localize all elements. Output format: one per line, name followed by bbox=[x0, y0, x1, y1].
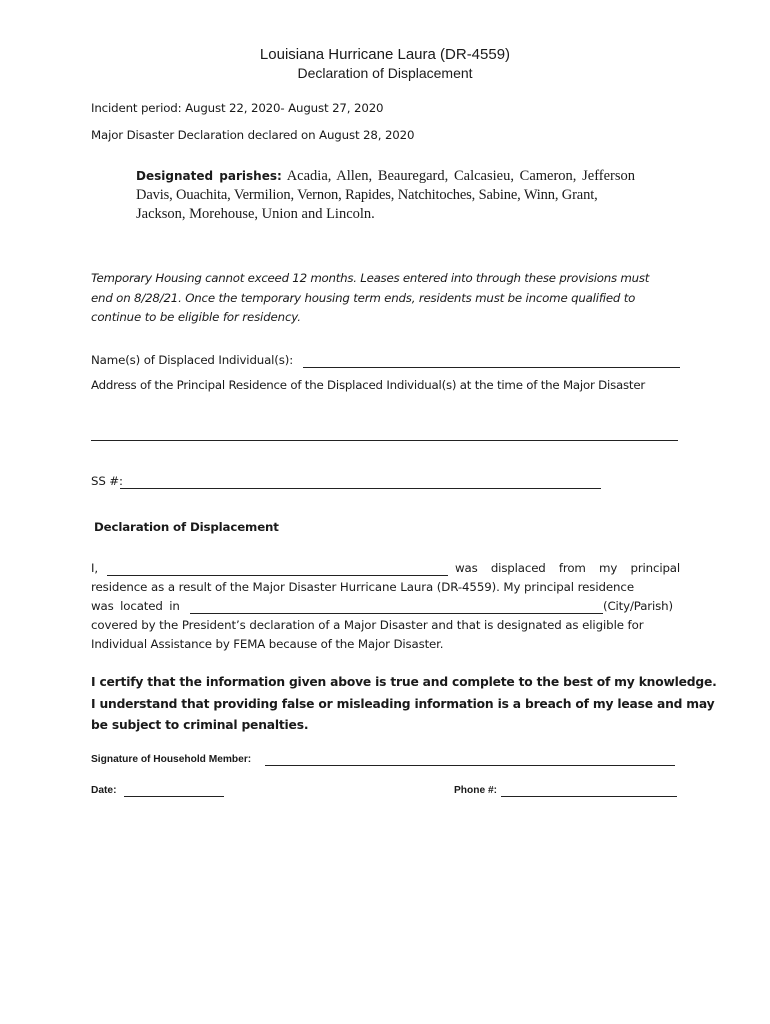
declaration-line-2: residence as a result of the Major Disaster Hurricane Laura (DR-4559). My principal residence bbox=[91, 580, 634, 594]
address-label: Address of the Principal Residence of the Displaced Individual(s) at the time of the Major Disaster bbox=[91, 378, 645, 392]
parishes-line-3: Jackson, Morehouse, Union and Lincoln. bbox=[136, 206, 375, 222]
declaration-date: Major Disaster Declaration declared on August 28, 2020 bbox=[91, 128, 415, 142]
notice-line-2: end on 8/28/21. Once the temporary housing term ends, residents must be income qualified to bbox=[91, 291, 636, 305]
declaration-line-3-tail: (City/Parish) bbox=[603, 599, 673, 613]
form-title: Louisiana Hurricane Laura (DR-4559) bbox=[259, 46, 511, 63]
declarant-name-line[interactable] bbox=[107, 575, 448, 576]
certification-line-2: I understand that providing false or misleading information is a breach of my lease and may bbox=[91, 697, 715, 711]
signature-input-line[interactable] bbox=[265, 765, 675, 766]
date-label: Date: bbox=[91, 785, 117, 796]
parishes-list-1: Acadia, Allen, Beauregard, Calcasieu, Cameron, Jefferson bbox=[281, 168, 636, 184]
notice-line-3: continue to be eligible for residency. bbox=[91, 310, 301, 324]
signature-label: Signature of Household Member: bbox=[91, 754, 252, 765]
declaration-i-label: I, bbox=[91, 561, 98, 575]
declaration-line-4: covered by the President’s declaration of a Major Disaster and that is designated as eligible for bbox=[91, 618, 644, 632]
names-label: Name(s) of Displaced Individual(s): bbox=[91, 353, 294, 367]
ss-input-line[interactable] bbox=[120, 488, 601, 489]
declaration-line-1-tail: was displaced from my principal bbox=[455, 561, 680, 575]
declaration-line-3-head: was located in bbox=[91, 599, 180, 613]
certification-line-3: be subject to criminal penalties. bbox=[91, 718, 309, 732]
phone-label: Phone #: bbox=[454, 785, 498, 796]
declaration-heading: Declaration of Displacement bbox=[94, 520, 279, 534]
form-subtitle: Declaration of Displacement bbox=[297, 65, 473, 81]
ss-label: SS #: bbox=[91, 474, 123, 488]
parishes-line-2: Davis, Ouachita, Vermilion, Vernon, Rapides, Natchitoches, Sabine, Winn, Grant, bbox=[136, 187, 598, 203]
certification-line-1: I certify that the information given above is true and complete to the best of my knowledge. bbox=[91, 675, 717, 689]
parishes-label: Designated parishes: bbox=[136, 169, 282, 183]
date-input-line[interactable] bbox=[124, 796, 224, 797]
declaration-line-5: Individual Assistance by FEMA because of the Major Disaster. bbox=[91, 637, 444, 651]
parishes-line-1 bbox=[136, 168, 635, 187]
incident-period: Incident period: August 22, 2020- August 27, 2020 bbox=[91, 101, 384, 115]
phone-input-line[interactable] bbox=[501, 796, 677, 797]
names-input-line[interactable] bbox=[303, 367, 680, 368]
city-parish-line[interactable] bbox=[190, 613, 603, 614]
address-input-line[interactable] bbox=[91, 440, 678, 441]
notice-line-1: Temporary Housing cannot exceed 12 months. Leases entered into through these provisions must bbox=[91, 271, 650, 285]
parishes-block bbox=[136, 168, 636, 225]
